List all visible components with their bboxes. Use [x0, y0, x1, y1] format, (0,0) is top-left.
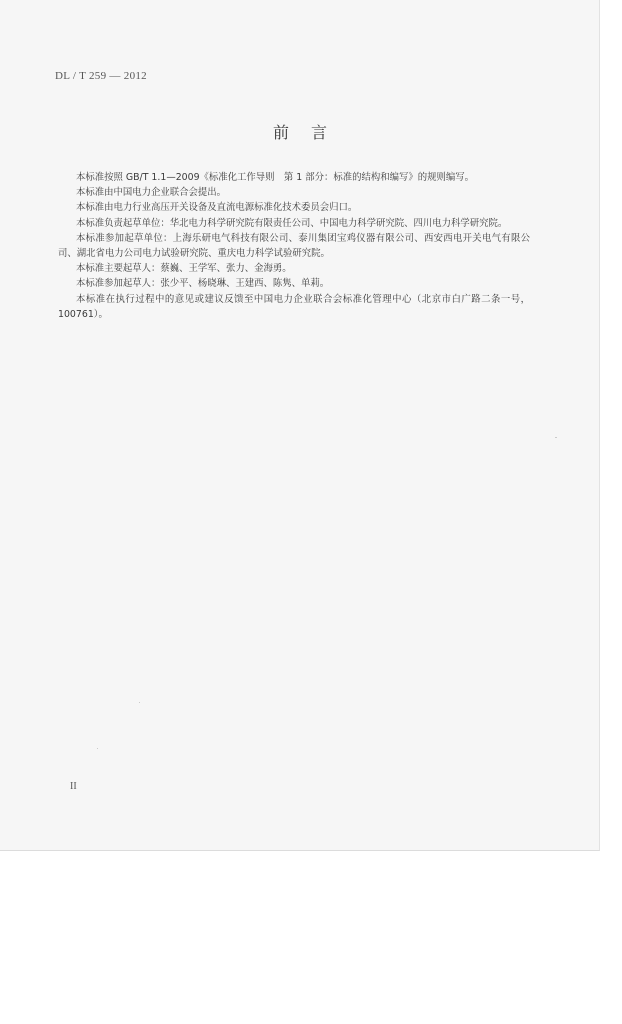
- paragraph-main-authors: 本标准主要起草人：蔡巍、王学军、张力、金海勇。: [76, 263, 292, 275]
- paragraph-proposer: 本标准由中国电力企业联合会提出。: [76, 187, 227, 199]
- paragraph-drafting-rules: 本标准按照 GB/T 1.1—2009《标准化工作导则 第 1 部分：标准的结构和编写》的规则编写。: [76, 172, 474, 183]
- standard-identifier: DL / T 259 — 2012: [55, 70, 147, 82]
- foreword-body: [58, 170, 530, 322]
- scan-speck: [139, 702, 140, 703]
- paragraph-participating-authors: 本标准参加起草人：张少平、杨晓琳、王建西、陈隽、单莉。: [76, 278, 330, 290]
- page-number: II: [70, 781, 77, 792]
- scan-speck: [97, 748, 98, 749]
- paragraph-technical-committee: 本标准由电力行业高压开关设备及直流电源标准化技术委员会归口。: [76, 202, 358, 214]
- paragraph-lead-drafters: 本标准负责起草单位：华北电力科学研究院有限责任公司、中国电力科学研究院、四川电力科学研究院。: [76, 217, 508, 229]
- paragraph-feedback: 本标准在执行过程中的意见或建议反馈至中国电力企业联合会标准化管理中心（北京市白广路二条一号，100761）。: [58, 293, 530, 320]
- scan-speck: [555, 437, 557, 438]
- page-title: 前言: [272, 123, 349, 142]
- paragraph-participating-drafters: 本标准参加起草单位：上海乐研电气科技有限公司、泰川集团宝鸡仪器有限公司、西安西电开关电气有限公司、湖北省电力公司电力试验研究院、重庆电力科学试验研究院。: [58, 232, 530, 260]
